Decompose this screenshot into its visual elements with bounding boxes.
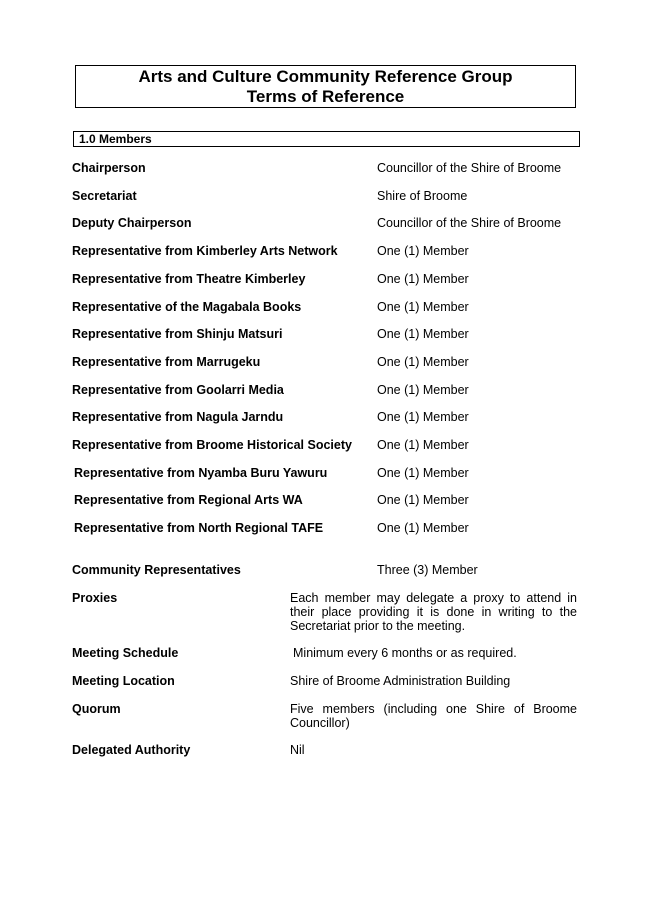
member-value: Councillor of the Shire of Broome: [377, 161, 562, 175]
community-label: Community Representatives: [72, 563, 241, 577]
member-value: One (1) Member: [377, 438, 469, 452]
member-role: Chairperson: [72, 161, 146, 175]
member-value: Councillor of the Shire of Broome: [377, 216, 562, 230]
member-role: Representative of the Magabala Books: [72, 300, 302, 314]
member-value: One (1) Member: [377, 410, 469, 424]
member-value: One (1) Member: [377, 521, 469, 535]
member-role: Representative from Regional Arts WA: [74, 493, 303, 507]
document-subtitle: Terms of Reference: [246, 87, 405, 106]
member-role: Secretariat: [72, 189, 137, 203]
member-role: Representative from Marrugeku: [72, 355, 261, 369]
member-role: Representative from Kimberley Arts Network: [72, 244, 338, 258]
term-value: Minimum every 6 months or as required.: [293, 646, 517, 660]
member-role: Representative from North Regional TAFE: [74, 521, 324, 535]
community-value: Three (3) Member: [377, 563, 478, 577]
member-role: Representative from Goolarri Media: [72, 383, 284, 397]
member-value: One (1) Member: [377, 383, 469, 397]
term-value: Each member may delegate a proxy to attend in their place providing it is done in writing to the Secretariat prior to the meeting.: [290, 591, 577, 633]
member-value: One (1) Member: [377, 300, 469, 314]
member-value: Shire of Broome: [377, 189, 468, 203]
document-title: Arts and Culture Community Reference Group: [138, 67, 513, 86]
member-role: Representative from Nyamba Buru Yawuru: [74, 466, 328, 480]
member-role: Representative from Nagula Jarndu: [72, 410, 284, 424]
term-label: Quorum: [72, 702, 121, 716]
term-label: Proxies: [72, 591, 118, 605]
term-value: Nil: [290, 743, 305, 757]
member-role: Representative from Broome Historical Society: [72, 438, 352, 452]
term-label: Meeting Schedule: [72, 646, 179, 660]
member-value: One (1) Member: [377, 493, 469, 507]
member-value: One (1) Member: [377, 327, 469, 341]
member-role: Representative from Theatre Kimberley: [72, 272, 306, 286]
member-value: One (1) Member: [377, 272, 469, 286]
section-heading-members: 1.0 Members: [73, 131, 580, 147]
document-title-box: [75, 65, 576, 108]
member-value: One (1) Member: [377, 466, 469, 480]
term-label: Delegated Authority: [72, 743, 191, 757]
member-value: One (1) Member: [377, 355, 469, 369]
term-value: Shire of Broome Administration Building: [290, 674, 511, 688]
member-role: Deputy Chairperson: [72, 216, 192, 230]
term-label: Meeting Location: [72, 674, 175, 688]
member-role: Representative from Shinju Matsuri: [72, 327, 283, 341]
term-value: Five members (including one Shire of Broome Councillor): [290, 702, 577, 730]
member-value: One (1) Member: [377, 244, 469, 258]
